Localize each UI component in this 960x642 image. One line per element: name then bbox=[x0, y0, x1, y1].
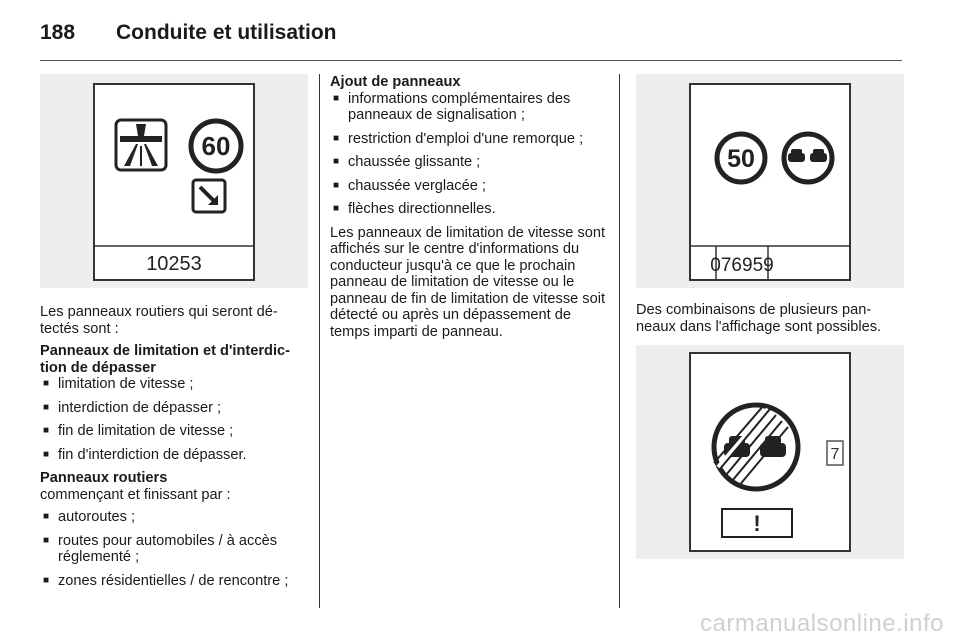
list-additional-signs bbox=[330, 91, 606, 218]
speed-value: 60 bbox=[201, 131, 231, 161]
no-overtaking-icon bbox=[784, 134, 832, 182]
list-item: ■ zones résidentielles / de rencontre ; bbox=[40, 573, 308, 590]
figure-motorway-sign bbox=[40, 74, 308, 288]
section-text: commençant et finissant par : bbox=[40, 486, 231, 503]
figure-code: 10253 bbox=[146, 253, 202, 275]
list-item: ■ routes pour automobiles / à accès réglementé ; bbox=[40, 533, 308, 566]
list-item: ■ fin de limitation de vitesse ; bbox=[40, 423, 308, 440]
list-item: ■ chaussée glissante ; bbox=[330, 154, 606, 171]
section-heading: Ajout de panneaux bbox=[330, 74, 461, 90]
figure-code: 076959 bbox=[710, 255, 774, 276]
list-item: ■ interdiction de dépasser ; bbox=[40, 400, 308, 417]
end-no-overtaking-icon bbox=[714, 405, 798, 489]
section-heading: Panneaux de limitation et d'interdiction de dépasser bbox=[40, 343, 290, 376]
side-sign-value: 7 bbox=[830, 446, 840, 463]
watermark: carmanualsonline.info bbox=[700, 610, 944, 637]
sign-illustration-3 bbox=[636, 345, 904, 559]
list-item: ■ chaussée verglacée ; bbox=[330, 178, 606, 195]
list-item: ■ limitation de vitesse ; bbox=[40, 376, 308, 393]
column-divider bbox=[319, 74, 320, 608]
figure-speed-overtake-sign bbox=[636, 74, 904, 288]
list-item: ■ informations complémentaires des panneaux de signalisation ; bbox=[330, 91, 606, 124]
warning-mark: ! bbox=[753, 511, 761, 536]
header-rule bbox=[40, 60, 902, 61]
page-number: 188 bbox=[40, 21, 76, 44]
list-item: ■ flèches directionnelles. bbox=[330, 201, 606, 218]
paragraph: Les panneaux de limitation de vitesse sont affichés sur le centre d'informations du conducteur jusqu'à ce que le prochain panneau de limitation de vitesse ou le panneau de fin de limitation de vitesse soit détecté ou après un dépassement de temps imparti de panneau. bbox=[330, 224, 606, 340]
sign-illustration-1 bbox=[40, 74, 308, 288]
motorway-icon bbox=[116, 120, 166, 170]
chapter-title: Conduite et utilisation bbox=[116, 21, 337, 44]
arrow-sign-icon bbox=[193, 180, 225, 212]
list-road-types bbox=[40, 509, 308, 589]
speed-value: 50 bbox=[727, 145, 755, 173]
sign-illustration-2 bbox=[636, 74, 904, 288]
intro-text: Les panneaux routiers qui seront détectés sont : bbox=[40, 304, 278, 337]
column-middle bbox=[330, 74, 606, 346]
figure-end-restriction-sign bbox=[636, 345, 904, 559]
list-item: ■ autoroutes ; bbox=[40, 509, 308, 526]
list-item: ■ restriction d'emploi d'une remorque ; bbox=[330, 131, 606, 148]
list-item: ■ fin d'interdiction de dépasser. bbox=[40, 447, 308, 464]
list-limitations bbox=[40, 376, 308, 463]
page-header bbox=[40, 18, 337, 48]
column-left bbox=[40, 74, 308, 596]
paragraph: Des combinaisons de plusieurs panneaux dans l'affichage sont possibles. bbox=[636, 302, 882, 335]
section-heading: Panneaux routiers bbox=[40, 470, 168, 486]
column-divider bbox=[619, 74, 620, 608]
column-right bbox=[636, 74, 904, 559]
